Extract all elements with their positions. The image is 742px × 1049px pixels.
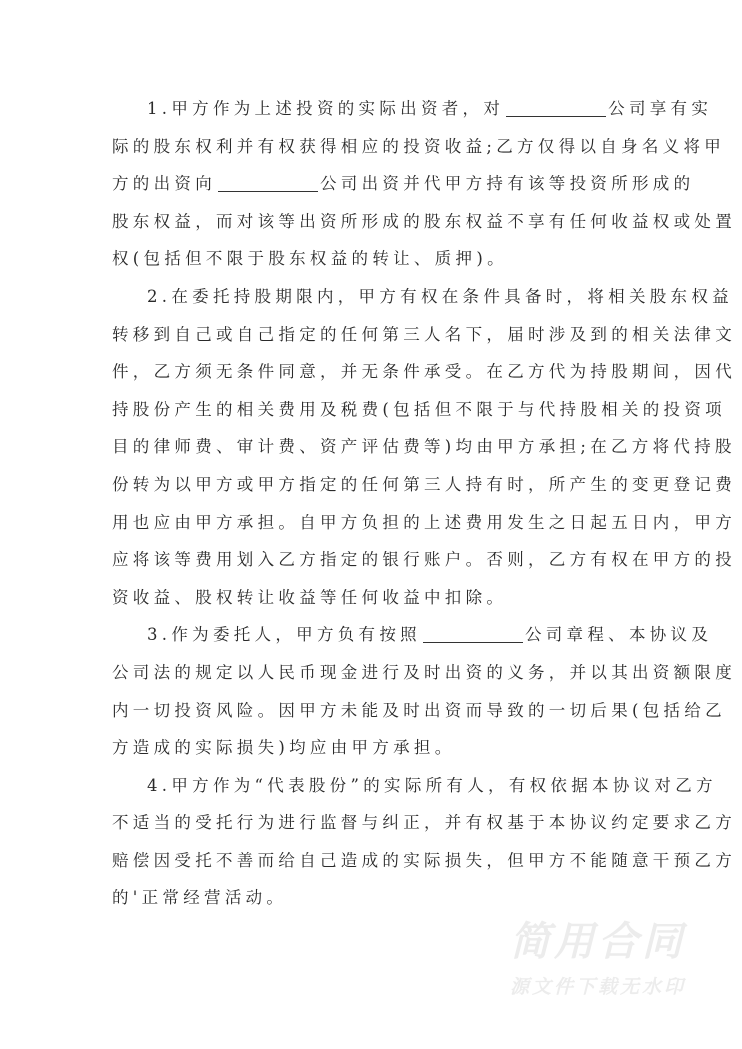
text-line: 4.甲方作为“代表股份”的实际所有人，有权依据本协议对乙方 [147,775,717,795]
text-segment: 3.作为委托人，甲方负有按照 [147,625,421,645]
text-line: 的'正常经营活动。 [112,888,288,908]
text-segment: 公司章程、本协议及 [524,625,713,645]
text-line [112,616,713,654]
fill-in-blank-company [423,641,523,643]
text-line: 资收益、股权转让收益等任何收益中扣除。 [112,587,508,607]
document-body [112,90,736,917]
text-segment: 公司出资并代甲方持有该等投资所形成的 [320,174,695,194]
text-segment: 方的出资向 [112,174,216,194]
clause-4 [112,767,736,917]
text-line: 份转为以甲方或甲方指定的任何第三人持有时，所产生的变更登记费 [112,474,736,494]
text-line: 内一切投资风险。因甲方未能及时出资而导致的一切后果(包括给乙 [112,700,726,720]
fill-in-blank-company [506,115,606,117]
text-line: 持股份产生的相关费用及税费(包括但不限于与代持股相关的投资项 [112,399,726,419]
text-line: 应将该等费用划入乙方指定的银行账户。否则，乙方有权在甲方的投 [112,550,736,570]
text-line: 2.在委托持股期限内，甲方有权在条件具备时，将相关股东权益 [147,286,733,306]
text-line: 不适当的受托行为进行监督与纠正，并有权基于本协议约定要求乙方 [112,813,736,833]
text-line: 公司法的规定以人民币现金进行及时出资的义务，并以其出资额限度 [112,662,736,682]
clause-2 [112,278,736,616]
text-line [112,165,695,203]
clause-3 [112,616,736,766]
text-segment: 1.甲方作为上述投资的实际出资者，对 [147,99,505,118]
text-line [112,90,713,128]
fill-in-blank-company [218,190,318,192]
text-line: 赔偿因受托不善而给自己造成的实际损失，但甲方不能随意干预乙方 [112,850,736,870]
watermark [510,918,710,1002]
text-line: 权(包括但不限于股东权益的转让、质押)。 [112,249,508,269]
text-line: 件，乙方须无条件同意，并无条件承受。在乙方代为持股期间，因代 [112,362,736,382]
text-line: 目的律师费、审计费、资产评估费等)均由甲方承担;在乙方将代持股 [112,437,736,457]
watermark-title: 简用合同 [510,919,686,965]
text-line: 股东权益，而对该等出资所形成的股东权益不享有任何收益权或处置 [112,211,736,231]
text-line: 方造成的实际损失)均应由甲方承担。 [112,738,456,758]
watermark-subtitle: 源文件下载无水印 [510,976,687,998]
text-segment: 公司享有实 [608,99,713,118]
text-line: 际的股东权利并有权获得相应的投资收益;乙方仅得以自身名义将甲 [112,136,726,156]
text-line: 用也应由甲方承担。自甲方负担的上述费用发生之日起五日内，甲方 [112,512,736,532]
clause-1 [112,90,736,278]
text-line: 转移到自己或自己指定的任何第三人名下，届时涉及到的相关法律文 [112,324,736,344]
